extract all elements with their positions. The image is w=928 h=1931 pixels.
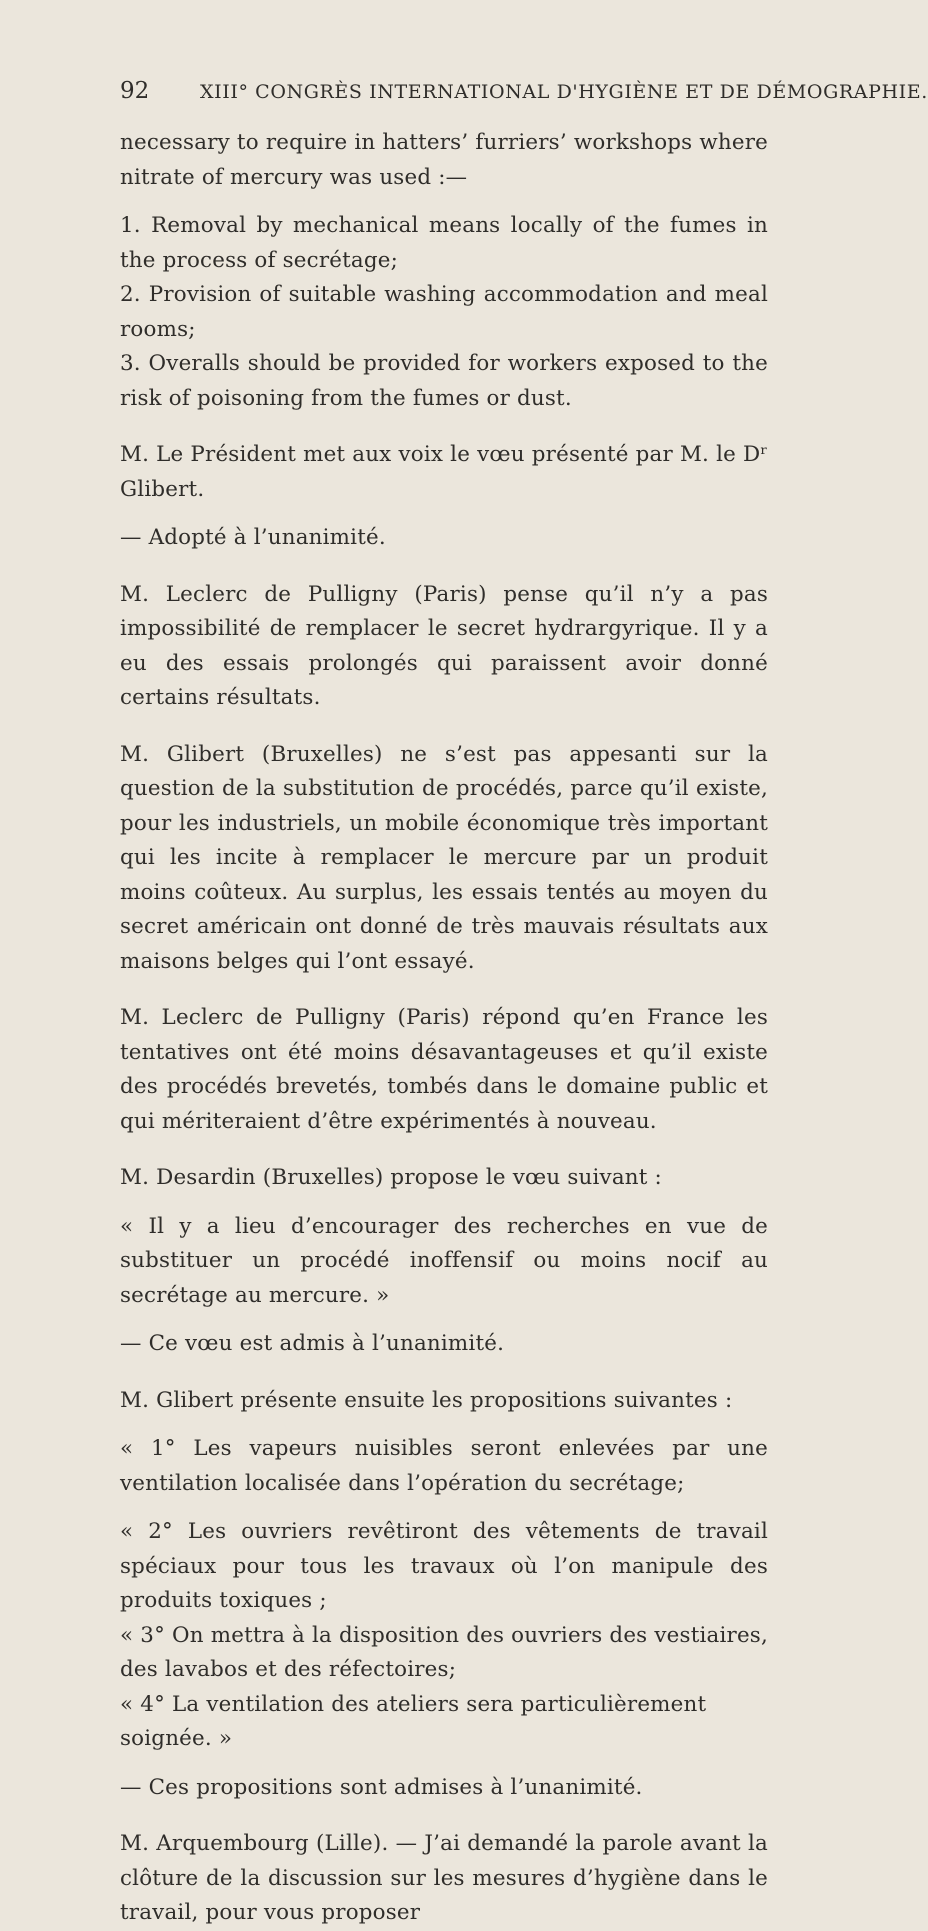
paragraph: 2. Provision of suitable washing accommodation and meal rooms; bbox=[120, 282, 768, 342]
paragraph: — Ce vœu est admis à l’unanimité. bbox=[120, 1331, 505, 1356]
paragraph: M. Glibert (Bruxelles) ne s’est pas appesanti sur la question de la substitution de procédés, parce qu’il existe, pour les industriels, un mobile économique très important qui les incite à remplacer le mercure par un produit moins coûteux. Au surplus, les essais tentés au moyen du secret américain ont donné de très mauvais résultats aux maisons belges qui l’ont essayé. bbox=[120, 741, 768, 974]
paragraph: « Il y a lieu d’encourager des recherches en vue de substituer un procédé inoffensif ou moins nocif au secrétage au mercure. » bbox=[120, 1213, 768, 1308]
paragraph: M. Desardin (Bruxelles) propose le vœu suivant : bbox=[120, 1165, 662, 1190]
body-text bbox=[120, 126, 768, 1931]
paragraph: M. Glibert présente ensuite les propositions suivantes : bbox=[120, 1387, 733, 1413]
page-number: 92 bbox=[120, 78, 150, 104]
paragraph: 3. Overalls should be provided for workers exposed to the risk of poisoning from the fumes or dust. bbox=[120, 351, 768, 411]
running-header bbox=[120, 78, 928, 112]
paragraph: M. Leclerc de Pulligny (Paris) pense qu’il n’y a pas impossibilité de remplacer le secret hydrargyrique. Il y a eu des essais prolongés qui paraissent avoir donné certains résultats. bbox=[120, 581, 768, 710]
paragraph: — Ces propositions sont admises à l’unanimité. bbox=[120, 1774, 643, 1800]
paragraph: M. Leclerc de Pulligny (Paris) répond qu’en France les tentatives ont été moins désavantageuses et qu’il existe des procédés brevetés, tombés dans le domaine public et qui mériteraient d’être expérimentés à nouveau. bbox=[120, 1005, 768, 1134]
paragraph: necessary to require in hatters’ furriers’ workshops where nitrate of mercury was used :— bbox=[120, 130, 768, 190]
paragraph: « 2° Les ouvriers revêtiront des vêtements de travail spéciaux pour tous les travaux où l’on manipule des produits toxiques ; bbox=[120, 1519, 768, 1613]
running-title: XIII° CONGRÈS INTERNATIONAL D'HYGIÈNE ET DE DÉMOGRAPHIE. bbox=[200, 81, 928, 103]
paragraph: « 3° On mettra à la disposition des ouvriers des vestiaires, des lavabos et des réfectoires; bbox=[120, 1622, 768, 1682]
paragraph: « 1° Les vapeurs nuisibles seront enlevées par une ventilation localisée dans l’opération du secrétage; bbox=[120, 1436, 768, 1496]
paragraph: « 4° La ventilation des ateliers sera particulièrement soignée. » bbox=[120, 1691, 707, 1751]
paragraph: — Adopté à l’unanimité. bbox=[120, 525, 386, 550]
paragraph: M. Arquembourg (Lille). — J’ai demandé la parole avant la clôture de la discussion sur les mesures d’hygiène dans le travail, pour vous proposer bbox=[120, 1831, 768, 1925]
paragraph: 1. Removal by mechanical means locally of the fumes in the process of secrétage; bbox=[120, 213, 768, 273]
paragraph: M. Le Président met aux voix le vœu présenté par M. le Dʳ Glibert. bbox=[120, 442, 768, 502]
